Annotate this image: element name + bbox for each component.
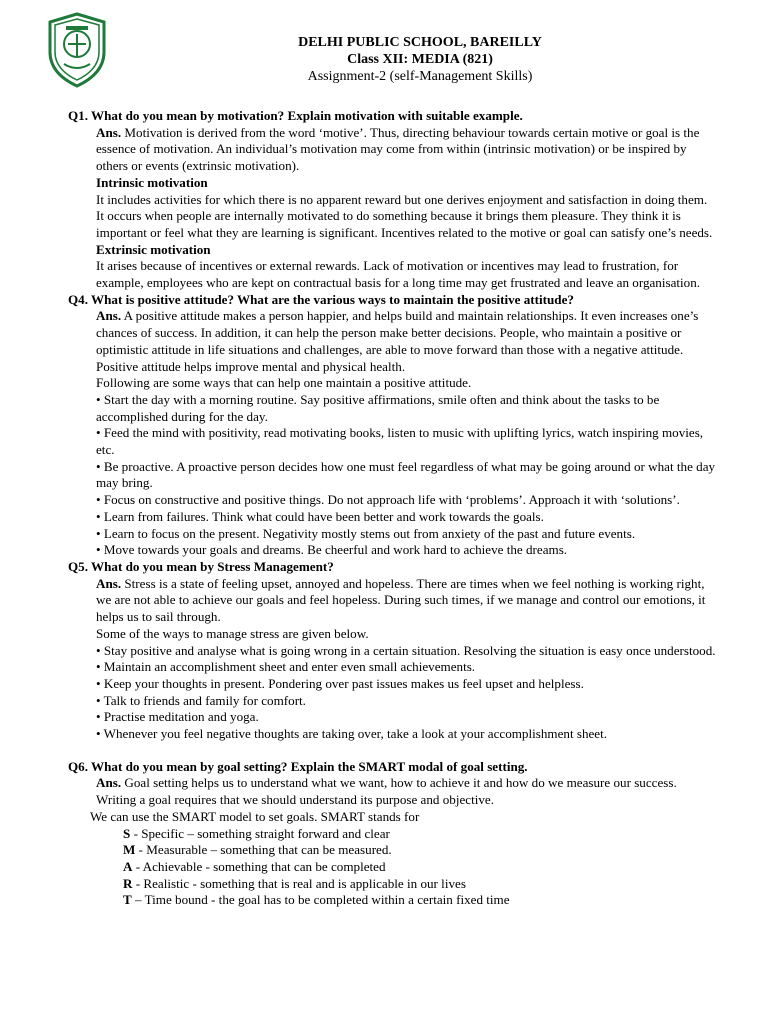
q5-intro: Some of the ways to manage stress are given below. <box>96 625 369 641</box>
school-name: DELHI PUBLIC SCHOOL, BAREILLY <box>298 35 542 50</box>
list-item: • Learn from failures. Think what could have been better and work towards the goals. <box>96 508 544 524</box>
ans-label: Ans. <box>96 575 122 591</box>
intrinsic-heading: Intrinsic motivation <box>96 174 208 190</box>
list-item: • Feed the mind with positivity, read motivating books, listen to music with uplifting lyrics, watch inspiring movies, etc. <box>96 425 704 458</box>
list-item: • Whenever you feel negative thoughts are taking over, take a look at your accomplishment sheet. <box>96 726 608 742</box>
q1-answer <box>68 125 718 175</box>
q4-answer <box>68 308 718 375</box>
q1-question: Q1. What do you mean by motivation? Explain motivation with suitable example. <box>68 108 523 123</box>
q6-answer <box>68 775 718 808</box>
list-item: • Be proactive. A proactive person decides how one must feel regardless of what may be going around or what the day may bring. <box>96 458 716 491</box>
list-item: • Move towards your goals and dreams. Be cheerful and work hard to achieve the dreams. <box>96 542 568 558</box>
list-item: • Focus on constructive and positive things. Do not approach life with ‘problems’. Approach it with ‘solutions’. <box>96 492 680 508</box>
smart-item-t: T – Time bound - the goal has to be completed within a certain fixed time <box>123 892 510 908</box>
list-item: • Learn to focus on the present. Negativity mostly stems out from anxiety of the past and future events. <box>96 525 636 541</box>
list-item: • Talk to friends and family for comfort. <box>96 692 306 708</box>
class-title: Class XII: MEDIA (821) <box>347 52 493 67</box>
smart-item-r: R - Realistic - something that is real and is applicable in our lives <box>123 875 466 891</box>
q4-intro: Following are some ways that can help one maintain a positive attitude. <box>96 375 472 391</box>
assignment-title: Assignment-2 (self-Management Skills) <box>307 69 533 84</box>
ans-label: Ans. <box>96 775 122 791</box>
q5-question: Q5. What do you mean by Stress Management? <box>68 558 334 574</box>
list-item: • Stay positive and analyse what is going wrong in a certain situation. Resolving the situation is easy once understood. <box>96 642 716 658</box>
list-item: • Start the day with a morning routine. Say positive affirmations, smile often and think about the tasks to be accomplished during for the day. <box>96 391 660 424</box>
intrinsic-text: It includes activities for which there is no apparent reward but one derives enjoyment and satisfaction in doing them. It occurs when people are internally motivated to do something because it brings them pleasure. They think it is important or feel what they are learning is significant. Incentives related to the motive or goal can satisfy one’s needs. <box>96 191 713 240</box>
q1-answer-text: Motivation is derived from the word ‘motive’. Thus, directing behaviour towards certain motive or goal is the essence of motivation. An individual’s motivation may come from within (intrinsic motivation) or be inspired by others or events (extrinsic motivation). <box>96 124 700 174</box>
document-header <box>0 34 768 85</box>
smart-item-m: M - Measurable – something that can be measured. <box>123 842 392 858</box>
q5-answer <box>68 576 718 626</box>
q4-question: Q4. What is positive attitude? What are the various ways to maintain the positive attitude? <box>68 291 574 307</box>
ans-label: Ans. <box>96 124 122 140</box>
list-item: • Keep your thoughts in present. Pondering over past issues makes us feel upset and helpless. <box>96 675 584 691</box>
smart-item-a: A - Achievable - something that can be completed <box>123 858 386 874</box>
extrinsic-heading: Extrinsic motivation <box>96 241 211 257</box>
q4-answer-text: A positive attitude makes a person happier, and helps build and maintain relationships. It even increases one’s chances of success. In addition, it can help the person make better decisions. People, who maintain a positive or optimistic attitude in life situations and challenges, are able to move forward than those with a negative attitude. Positive attitude helps improve mental and physical health. <box>96 308 699 374</box>
q5-answer-text: Stress is a state of feeling upset, annoyed and hopeless. There are times when we feel nothing is working right, we are not able to achieve our goals and feel hopeless. During such times, if we manage and control our emotions, it helps us to sail through. <box>96 575 706 625</box>
list-item: • Practise meditation and yoga. <box>96 709 259 725</box>
ans-label: Ans. <box>96 308 122 324</box>
smart-item-s: S - Specific – something straight forward and clear <box>123 825 390 841</box>
extrinsic-text: It arises because of incentives or external rewards. Lack of motivation or incentives may lead to frustration, for example, employees who are kept on contractual basis for a long time may get frustrated and leave an organisation. <box>96 258 701 291</box>
smart-intro: We can use the SMART model to set goals. SMART stands for <box>90 808 420 824</box>
list-item: • Maintain an accomplishment sheet and enter even small achievements. <box>96 659 476 675</box>
q6-answer-text: Goal setting helps us to understand what we want, how to achieve it and how do we measure our success. Writing a goal requires that we should understand its purpose and objective. <box>96 775 677 808</box>
document-body <box>68 108 718 909</box>
q6-question: Q6. What do you mean by goal setting? Explain the SMART modal of goal setting. <box>68 758 528 774</box>
